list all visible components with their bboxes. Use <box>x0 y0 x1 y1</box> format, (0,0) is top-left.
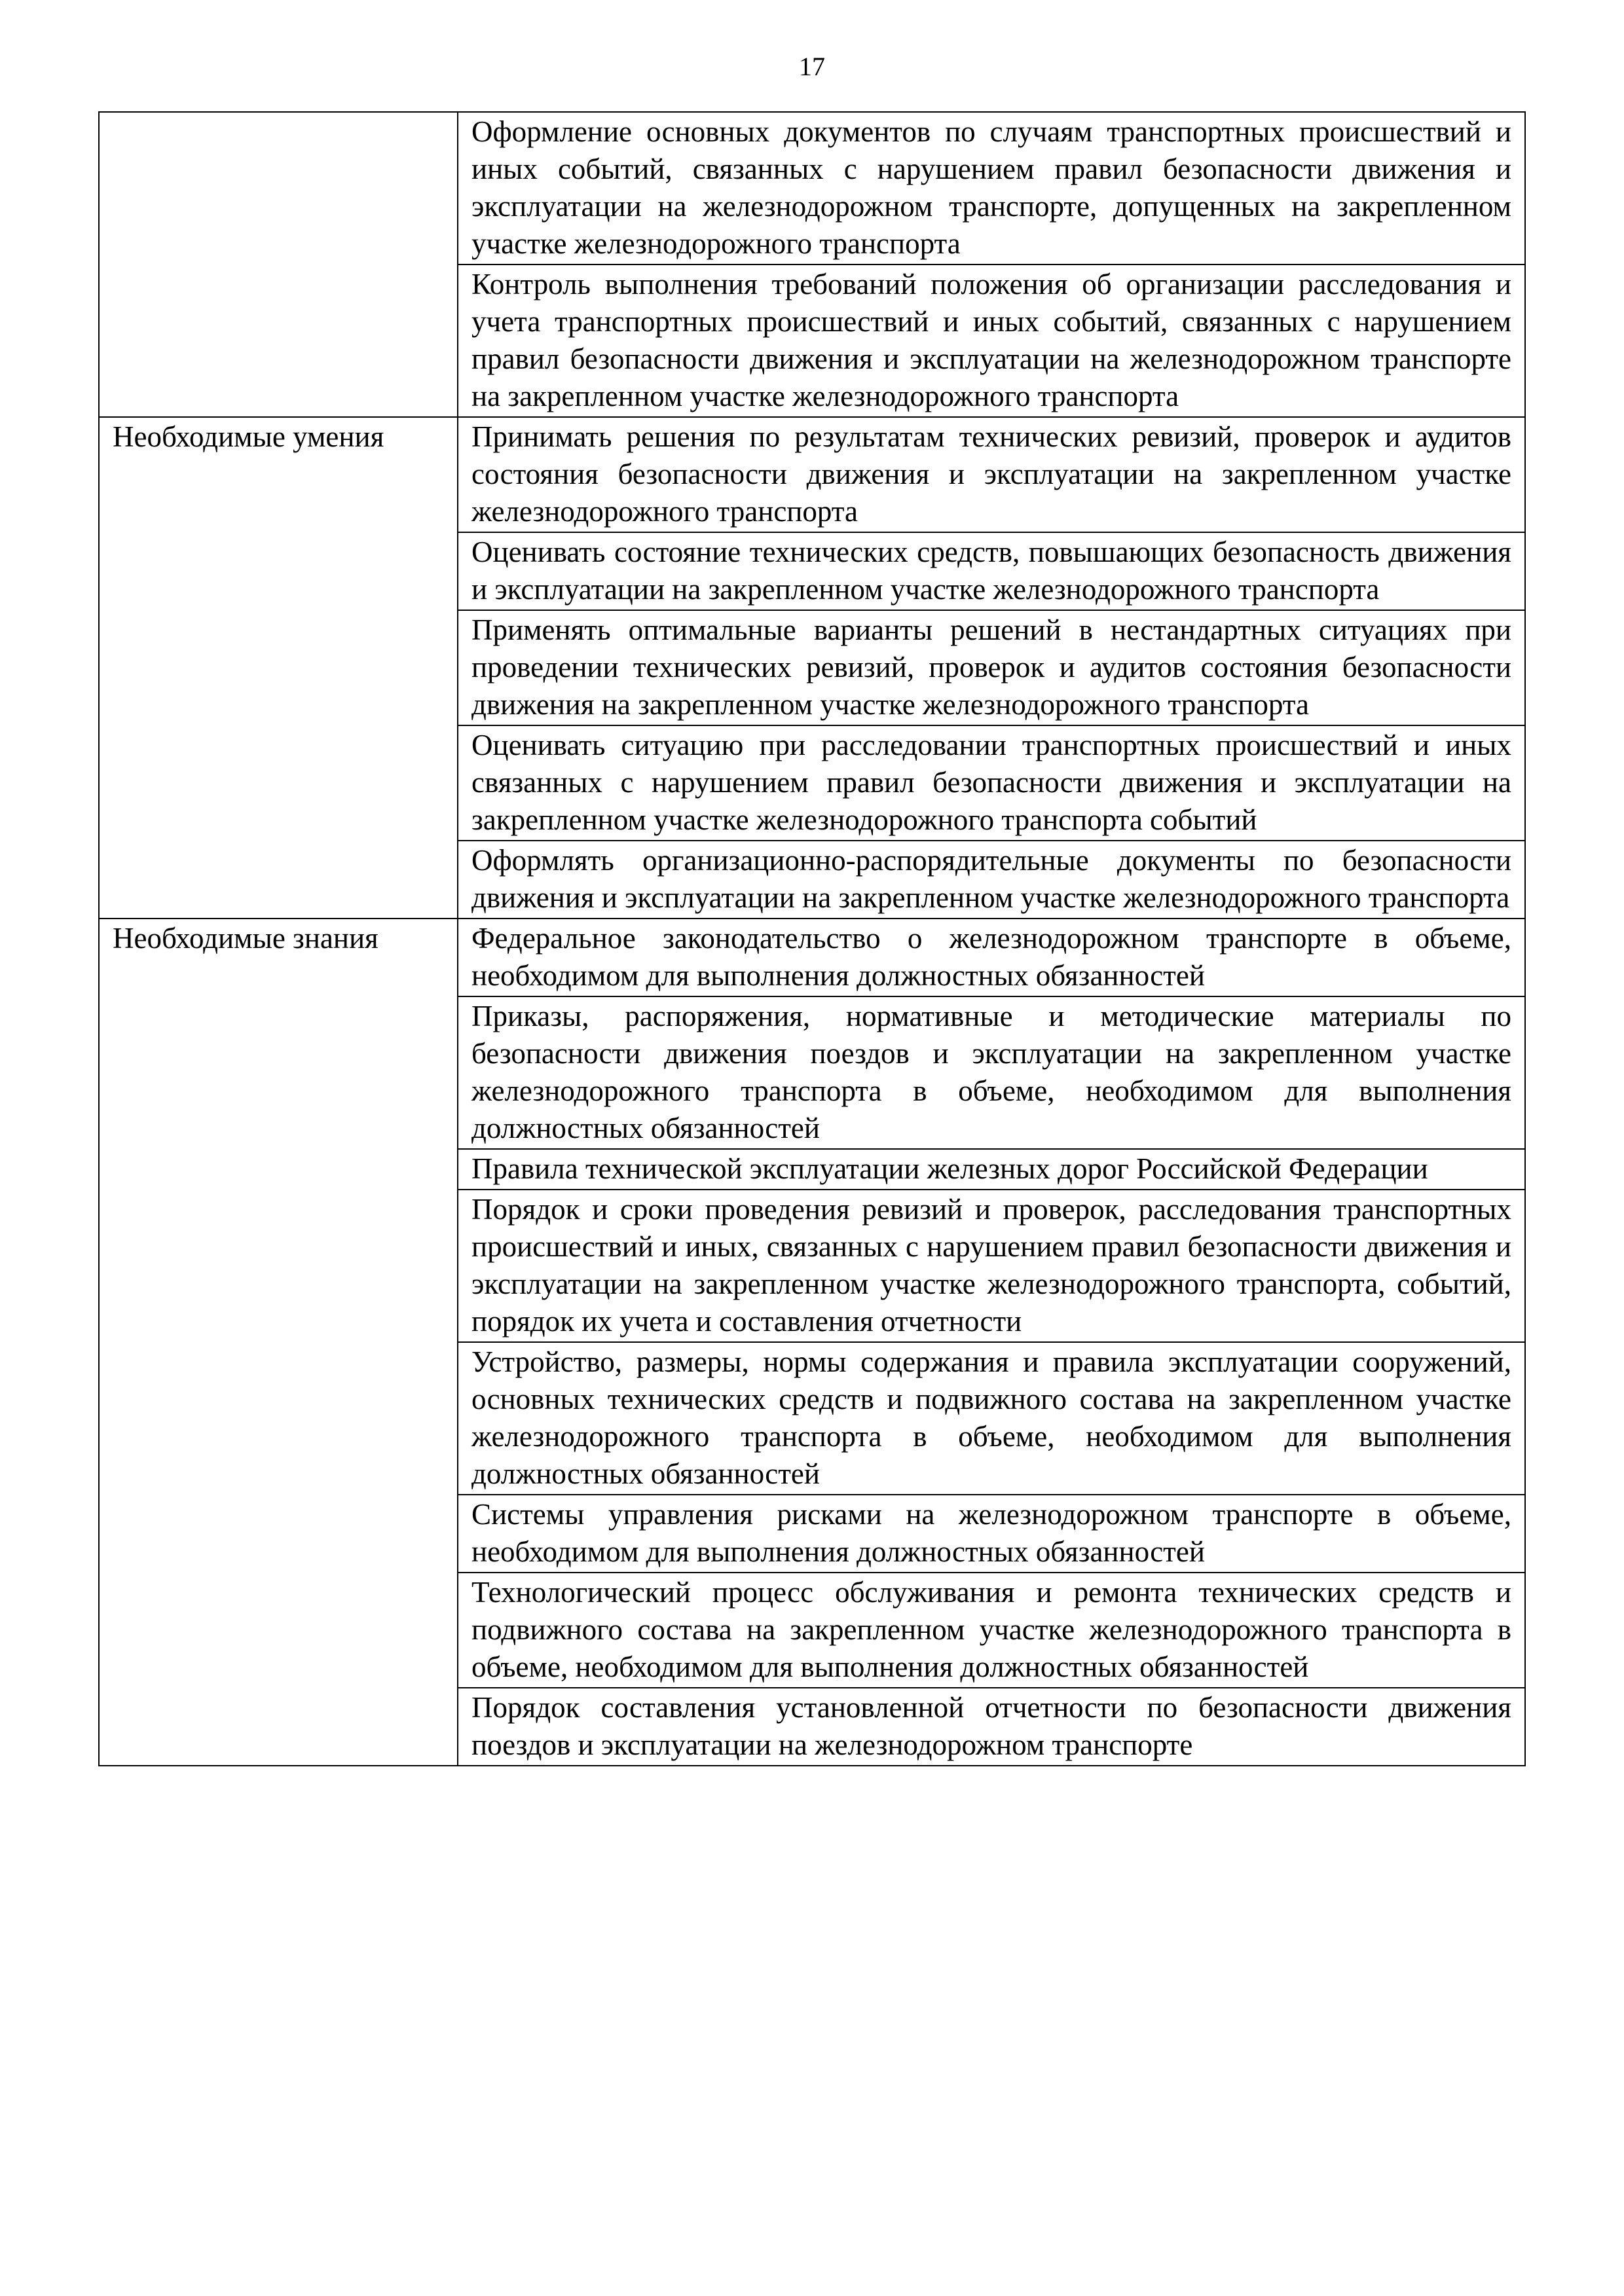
list-item: Применять оптимальные варианты решений в нестандартных ситуациях при проведении технических ревизий, проверок и аудитов состояния безопасности движения на закрепленном участке железнодорожного транспорта <box>471 613 1511 721</box>
row-label-skills: Необходимые умения <box>99 417 458 919</box>
table-cell <box>458 996 1525 1149</box>
table-cell <box>458 264 1525 417</box>
table-cell <box>458 610 1525 725</box>
list-item: Порядок составления установленной отчетности по безопасности движения поездов и эксплуатации на железнодорожном транспорте <box>471 1691 1511 1761</box>
list-item: Правила технической эксплуатации железных дорог Российской Федерации <box>471 1152 1428 1185</box>
list-item: Технологический процесс обслуживания и ремонта технических средств и подвижного состава на закрепленном участке железнодорожного транспорта в объеме, необходимом для выполнения должностных обязанностей <box>471 1576 1511 1683</box>
table-cell <box>458 1688 1525 1766</box>
table-cell <box>458 1573 1525 1688</box>
list-item: Оценивать состояние технических средств, повышающих безопасность движения и эксплуатации на закрепленном участке железнодорожного транспорта <box>471 536 1511 606</box>
list-item: Порядок и сроки проведения ревизий и проверок, расследования транспортных происшествий и иных, связанных с нарушением правил безопасности движения и эксплуатации на закрепленном участке железнодорожного транспорта, событий, порядок их учета и составления отчетности <box>471 1193 1511 1338</box>
table-cell <box>458 1190 1525 1342</box>
list-item: Системы управления рисками на железнодорожном транспорте в объеме, необходимом для выполнения должностных обязанностей <box>471 1498 1511 1568</box>
table-cell <box>458 1495 1525 1573</box>
table-row <box>99 417 1525 532</box>
table-cell <box>458 725 1525 841</box>
list-item: Приказы, распоряжения, нормативные и методические материалы по безопасности движения поездов и эксплуатации на закрепленном участке железнодорожного транспорта в объеме, необходимом для выполнения должностных обязанностей <box>471 1000 1511 1144</box>
list-item: Контроль выполнения требований положения об организации расследования и учета транспортных происшествий и иных событий, связанных с нарушением правил безопасности движения и эксплуатации на железнодорожном транспорте на закрепленном участке железнодорожного транспорта <box>471 268 1511 412</box>
table-cell <box>458 417 1525 532</box>
requirements-table <box>98 111 1526 1766</box>
row-label-knowledge: Необходимые знания <box>99 919 458 1766</box>
table-cell <box>458 841 1525 919</box>
list-item: Оценивать ситуацию при расследовании транспортных происшествий и иных связанных с нарушением правил безопасности движения и эксплуатации на закрепленном участке железнодорожного транспорта событий <box>471 729 1511 836</box>
list-item: Оформление основных документов по случаям транспортных происшествий и иных событий, связанных с нарушением правил безопасности движения и эксплуатации на железнодорожном транспорте, допущенных на закрепленном участке железнодорожного транспорта <box>471 115 1511 260</box>
table-cell <box>458 112 1525 264</box>
list-item: Принимать решения по результатам технических ревизий, проверок и аудитов состояния безопасности движения и эксплуатации на закрепленном участке железнодорожного транспорта <box>471 420 1511 528</box>
table-cell <box>458 919 1525 996</box>
list-item: Устройство, размеры, нормы содержания и правила эксплуатации сооружений, основных технических средств и подвижного состава на закрепленном участке железнодорожного транспорта в объеме, необходимом для выполнения должностных обязанностей <box>471 1345 1511 1490</box>
table-cell <box>458 1149 1525 1190</box>
list-item: Федеральное законодательство о железнодорожном транспорте в объеме, необходимом для выполнения должностных обязанностей <box>471 922 1511 992</box>
row-label-empty <box>99 112 458 417</box>
list-item: Оформлять организационно-распорядительные документы по безопасности движения и эксплуатации на закрепленном участке железнодорожного транспорта <box>471 844 1511 914</box>
table-cell <box>458 1342 1525 1495</box>
table-row <box>99 112 1525 264</box>
table-cell <box>458 532 1525 610</box>
page-number: 17 <box>799 52 825 81</box>
table-row <box>99 919 1525 996</box>
